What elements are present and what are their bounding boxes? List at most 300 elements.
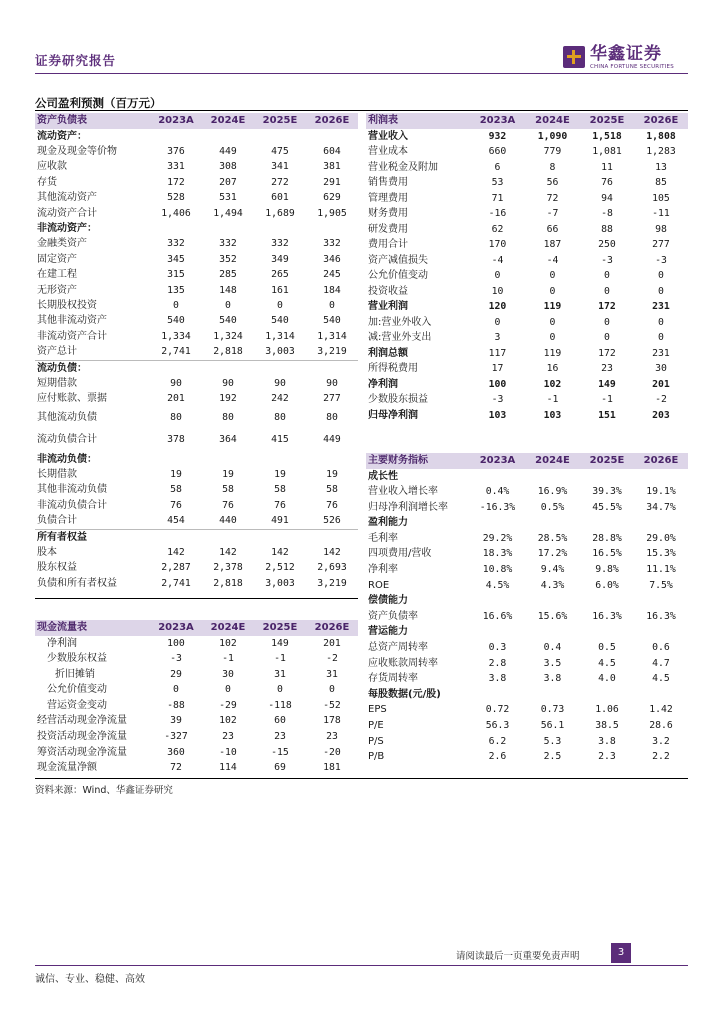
table-row — [35, 175, 358, 190]
row-label: 资产减值损失 — [368, 254, 428, 266]
row-label: 无形资产 — [37, 284, 77, 296]
table-row — [35, 513, 358, 529]
cell-value: 291 — [323, 176, 341, 188]
cell-value: 16.3% — [646, 610, 676, 622]
cell-value: 381 — [323, 161, 341, 173]
income-statement-table — [366, 113, 688, 423]
cell-value: 331 — [167, 161, 185, 173]
cell-value: 142 — [323, 547, 341, 559]
cell-value: 1,314 — [265, 330, 295, 342]
row-label: 公允价值变动 — [368, 270, 428, 281]
row-label: 营业成本 — [368, 146, 408, 157]
row-label: 费用合计 — [368, 239, 408, 250]
row-label: P/S — [368, 735, 384, 747]
cell-value: 17.2% — [537, 548, 568, 560]
table-row — [35, 713, 358, 729]
cell-value — [306, 221, 358, 236]
table-header-row — [35, 620, 358, 636]
cell-value — [150, 452, 202, 467]
cell-value: 360 — [167, 746, 185, 758]
footer-divider — [35, 965, 688, 966]
table-row — [366, 268, 688, 284]
cell-value — [580, 469, 634, 485]
cell-value: 3.2 — [652, 735, 670, 747]
row-label: 销售费用 — [368, 177, 408, 188]
cell-value: 0 — [173, 684, 179, 696]
table-row — [366, 330, 688, 346]
cell-value: -88 — [167, 699, 185, 711]
cell-value: 364 — [219, 434, 237, 446]
cell-value: 332 — [219, 238, 237, 250]
cell-value: 76 — [170, 499, 182, 511]
cell-value — [202, 529, 254, 545]
cell-value: 0 — [173, 299, 179, 311]
cell-value — [470, 624, 525, 640]
disclaimer-note: 请阅读最后一页重要免责声明 — [456, 951, 580, 962]
row-label: 加:营业外收入 — [368, 316, 432, 328]
cell-value: -327 — [164, 731, 188, 743]
cell-value: 94 — [601, 192, 613, 204]
cell-value — [306, 360, 358, 376]
cell-value: 231 — [652, 301, 670, 312]
cell-value: -118 — [268, 699, 292, 711]
table-row — [366, 129, 688, 145]
cell-value: 0 — [549, 332, 556, 343]
table-row — [366, 702, 688, 718]
row-label: EPS — [368, 704, 387, 716]
cell-value: 30 — [222, 668, 234, 680]
cell-value: 142 — [219, 547, 237, 559]
cell-value: 29 — [170, 668, 182, 680]
cell-value: 90 — [274, 378, 286, 389]
row-label: ROE — [368, 579, 390, 591]
table-row — [366, 408, 688, 424]
cell-value: 178 — [323, 715, 341, 727]
cell-value: 102 — [219, 637, 237, 649]
table-row — [366, 749, 688, 765]
cell-value: 3,219 — [306, 344, 358, 360]
cell-value: 56 — [546, 177, 559, 188]
cell-value: 1,494 — [213, 207, 243, 219]
cell-value: 172 — [598, 301, 616, 312]
row-label: 其他流动资产 — [37, 192, 97, 204]
cell-value: 1,314 — [317, 330, 347, 342]
cell-value: 135 — [167, 284, 185, 296]
balance-sheet-bottom-rule — [35, 598, 358, 599]
cell-value: 415 — [271, 434, 289, 446]
title-divider — [35, 110, 688, 111]
row-label: 营业税金及附加 — [368, 161, 438, 173]
row-label: 长期股权投资 — [37, 299, 97, 311]
cell-value: 378 — [167, 434, 185, 446]
cell-value: 102 — [543, 378, 562, 390]
cell-value: 201 — [167, 393, 185, 405]
cell-value: 13 — [655, 161, 667, 173]
cell-value: 449 — [323, 434, 341, 446]
cell-value: 76 — [274, 499, 286, 511]
cell-value: 71 — [491, 192, 504, 204]
cell-value: 16.3% — [592, 610, 622, 622]
cell-value: 2,741 — [161, 577, 191, 589]
row-label: 营业收入 — [368, 130, 408, 142]
cell-value: 315 — [167, 269, 185, 281]
table-row — [366, 377, 688, 393]
cell-value: 11.1% — [646, 564, 676, 576]
table-header-row — [366, 453, 688, 469]
row-label: 应付账款、票据 — [37, 393, 107, 405]
table-row — [366, 734, 688, 750]
cell-value: 10 — [491, 285, 504, 297]
cell-value: 39 — [170, 715, 182, 727]
cell-value: 449 — [219, 145, 237, 157]
column-header: 2023A — [150, 113, 202, 129]
cell-value: 192 — [219, 393, 237, 405]
table-row — [35, 407, 358, 429]
cash-flow-table — [35, 620, 358, 776]
cell-value: 203 — [652, 409, 670, 421]
row-label: 毛利率 — [368, 532, 398, 544]
cell-value: 1,283 — [646, 146, 676, 157]
cell-value: 100 — [488, 378, 507, 390]
cell-value: 0.72 — [485, 704, 510, 716]
cell-value: 475 — [271, 145, 289, 157]
cell-value: -11 — [652, 208, 670, 219]
cell-value: 604 — [323, 145, 341, 157]
row-label: 成长性 — [368, 470, 398, 482]
cell-value: 11 — [601, 161, 613, 173]
cell-value: 2,378 — [213, 562, 243, 574]
cell-value: 88 — [601, 223, 613, 235]
cell-value: 0 — [604, 332, 610, 343]
cell-value: 332 — [271, 238, 289, 250]
cell-value: 7.5% — [649, 579, 673, 591]
company-logo — [563, 44, 674, 71]
cell-value: 172 — [167, 176, 185, 188]
row-label: 筹资活动现金净流量 — [37, 746, 127, 758]
table-title: 主要财务指标 — [366, 453, 470, 469]
balance-sheet-table — [35, 113, 358, 591]
cell-value: -1 — [546, 394, 559, 405]
table-row — [366, 656, 688, 672]
cell-value: 4.7 — [652, 657, 670, 669]
table-title: 利润表 — [366, 113, 470, 129]
cell-value — [525, 593, 580, 609]
cell-value: 23 — [601, 363, 613, 374]
row-label: 流动资产合计 — [37, 207, 97, 219]
column-header: 2026E — [306, 620, 358, 636]
row-label: 每股数据(元/股) — [368, 688, 441, 700]
cell-value: -3 — [655, 254, 667, 266]
cell-value: 0.4% — [485, 486, 510, 498]
cell-value: 0 — [549, 285, 556, 297]
cell-value: 80 — [222, 411, 234, 423]
cell-value: 119 — [543, 301, 562, 312]
table-row — [35, 221, 358, 236]
cell-value: 66 — [546, 223, 559, 235]
cell-value: 53 — [491, 177, 504, 188]
cell-value — [150, 221, 202, 236]
table-row — [35, 529, 358, 545]
cell-value: 142 — [271, 547, 289, 559]
row-label: 净利润 — [368, 378, 398, 390]
table-row — [366, 191, 688, 207]
row-label: 在建工程 — [37, 269, 77, 281]
table-row — [366, 175, 688, 191]
cell-value: 0 — [658, 332, 664, 343]
report-type-label: 证券研究报告 — [35, 53, 117, 68]
cell-value: 142 — [167, 547, 185, 559]
row-label: 四项费用/营收 — [368, 548, 432, 560]
table-row — [35, 682, 358, 698]
cell-value: -8 — [601, 208, 613, 219]
cell-value: -4 — [491, 254, 504, 266]
cell-value: 2,818 — [213, 577, 243, 589]
cell-value — [470, 593, 525, 609]
table-row — [366, 160, 688, 176]
cell-value: -3 — [491, 394, 504, 405]
cell-value: 0 — [549, 270, 556, 281]
cell-value: 28.8% — [592, 532, 622, 544]
row-label: 净利润 — [47, 637, 77, 649]
cell-value: 0.5% — [540, 501, 565, 513]
cell-value: 3.8 — [488, 673, 507, 685]
cell-value: 332 — [167, 238, 185, 250]
row-label: 利润总额 — [368, 347, 408, 359]
cell-value: 440 — [202, 513, 254, 529]
cell-value: 201 — [652, 378, 670, 390]
cell-value: 3,003 — [265, 577, 295, 589]
table-row — [366, 253, 688, 269]
cell-value: 23 — [222, 731, 234, 743]
row-label: 长期借款 — [37, 469, 77, 481]
cell-value — [150, 360, 202, 376]
table-row — [35, 560, 358, 575]
cell-value: 1,406 — [161, 207, 191, 219]
cell-value: 250 — [598, 239, 616, 250]
logo-name: 华鑫证券 — [590, 44, 662, 64]
cell-value: 540 — [219, 315, 237, 327]
cell-value: 161 — [271, 284, 289, 296]
cell-value: 34.7% — [646, 501, 676, 513]
cell-value: 0.5 — [598, 642, 616, 654]
column-header: 2025E — [254, 113, 306, 129]
table-row — [35, 576, 358, 591]
cell-value: -2 — [326, 653, 338, 665]
cell-value: 0 — [658, 285, 664, 297]
logo-english-name: CHINA FORTUNE SECURITIES — [590, 64, 674, 70]
table-row — [366, 593, 688, 609]
row-label: 股本 — [37, 547, 57, 559]
cell-value: 5.3 — [543, 735, 562, 747]
cell-value: 346 — [323, 253, 341, 265]
cell-value: 16.9% — [537, 486, 568, 498]
logo-icon — [563, 46, 585, 68]
cell-value: 629 — [323, 192, 341, 204]
table-row — [366, 392, 688, 408]
row-label: 净利率 — [368, 564, 398, 576]
table-row — [35, 667, 358, 683]
cell-value — [525, 687, 580, 703]
cell-value: 149 — [598, 378, 616, 390]
cell-value: -16 — [488, 208, 507, 219]
table-row — [35, 190, 358, 205]
row-label: 应收款 — [37, 161, 67, 173]
cell-value — [525, 515, 580, 531]
cell-value: 23 — [326, 731, 338, 743]
row-label: 投资活动现金净流量 — [37, 731, 127, 743]
cell-value: 3,003 — [254, 344, 306, 360]
cell-value: 308 — [219, 161, 237, 173]
column-header: 2023A — [150, 620, 202, 636]
cell-value: 0 — [225, 684, 231, 696]
cell-value: 245 — [323, 269, 341, 281]
table-row — [366, 206, 688, 222]
cell-value: 285 — [219, 269, 237, 281]
table-row — [35, 467, 358, 482]
cell-value: 18.3% — [482, 548, 513, 560]
row-label: 少数股东损益 — [368, 394, 428, 405]
cell-value — [525, 624, 580, 640]
column-header: 2026E — [634, 453, 688, 469]
table-row — [35, 344, 358, 360]
cell-value: 242 — [271, 393, 289, 405]
column-header: 2023A — [470, 113, 525, 129]
table-row — [35, 360, 358, 376]
cell-value: 16.6% — [482, 610, 513, 622]
cell-value: 58 — [274, 484, 286, 496]
row-label: 管理费用 — [368, 192, 408, 204]
cell-value: -15 — [271, 746, 289, 758]
table-row — [366, 562, 688, 578]
row-label: 存货 — [37, 176, 57, 188]
cell-value: 0 — [277, 684, 283, 696]
cell-value: 1,905 — [317, 207, 347, 219]
cell-value: 76 — [326, 499, 338, 511]
row-label: 流动负债合计 — [37, 434, 97, 446]
cell-value: 1.42 — [649, 704, 673, 716]
cell-value: 6 — [494, 161, 501, 173]
cell-value: 1,324 — [213, 330, 243, 342]
cell-value: 4.3% — [540, 579, 565, 591]
cell-value: 1,090 — [537, 130, 568, 142]
table-row — [366, 546, 688, 562]
cell-value: 4.5 — [652, 673, 670, 685]
cell-value: 0.3 — [488, 642, 507, 654]
table-row — [366, 237, 688, 253]
cell-value: -1 — [274, 653, 286, 665]
cell-value — [254, 452, 306, 467]
column-header: 2024E — [525, 453, 580, 469]
cell-value — [150, 529, 202, 545]
table-row — [366, 640, 688, 656]
cell-value: 4.5% — [485, 579, 510, 591]
cell-value: 6.0% — [595, 579, 619, 591]
cell-value: 80 — [274, 411, 286, 423]
row-label: 现金流量净额 — [37, 762, 97, 774]
table-row — [366, 531, 688, 547]
cell-value — [470, 515, 525, 531]
cell-value: 187 — [543, 239, 562, 250]
table-row — [366, 484, 688, 500]
cell-value: 72 — [170, 762, 182, 774]
row-label: 存货周转率 — [368, 673, 418, 685]
cell-value — [202, 360, 254, 376]
page-title: 公司盈利预测（百万元） — [35, 96, 162, 110]
cell-value: 201 — [323, 637, 341, 649]
cell-value — [202, 221, 254, 236]
row-label: 折旧摊销 — [55, 668, 95, 680]
cell-value: -10 — [219, 746, 237, 758]
table-row — [35, 206, 358, 221]
cell-value: 332 — [323, 238, 341, 250]
row-label: 盈利能力 — [368, 517, 408, 529]
cell-value: 90 — [170, 378, 182, 389]
row-label: 短期借款 — [37, 378, 77, 389]
cell-value: 98 — [655, 223, 667, 235]
cell-value: 2,693 — [317, 562, 347, 574]
cell-value: 540 — [323, 315, 341, 327]
table-row — [366, 687, 688, 703]
table-row — [366, 624, 688, 640]
cell-value: 0 — [604, 270, 610, 281]
table-title: 现金流量表 — [35, 620, 150, 636]
cell-value: 90 — [222, 378, 234, 389]
cell-value: 16.5% — [592, 548, 622, 560]
row-label: 固定资产 — [37, 253, 77, 265]
cell-value: 0 — [225, 299, 231, 311]
cell-value: 3.8 — [598, 735, 616, 747]
cell-value — [470, 687, 525, 703]
cell-value: 272 — [271, 176, 289, 188]
row-label: 应收账款周转率 — [368, 657, 438, 669]
table-header-row — [366, 113, 688, 129]
company-motto: 诚信、专业、稳健、高效 — [35, 974, 145, 985]
cell-value: -3 — [601, 254, 613, 266]
key-metrics-table — [366, 453, 688, 765]
table-row — [366, 671, 688, 687]
row-label: 所有者权益 — [37, 531, 87, 543]
cell-value — [580, 515, 634, 531]
row-label: 所得税费用 — [368, 363, 418, 374]
cell-value: 2.3 — [598, 751, 616, 763]
cell-value: 181 — [323, 762, 341, 774]
table-row — [35, 236, 358, 251]
table-header-row — [35, 113, 358, 129]
cell-value: 102 — [219, 715, 237, 727]
row-label: 其他非流动负债 — [37, 484, 107, 496]
cell-value: 31 — [274, 668, 286, 680]
cell-value: 2.8 — [488, 657, 507, 669]
cell-value: 62 — [491, 223, 504, 235]
cell-value: 76 — [601, 177, 613, 188]
row-label: 营运资金变动 — [47, 699, 107, 711]
table-row — [35, 636, 358, 652]
cell-value: 80 — [326, 411, 338, 423]
cell-value: 90 — [326, 378, 338, 389]
cell-value: 149 — [271, 637, 289, 649]
cell-value: 526 — [306, 513, 358, 529]
table-row — [35, 144, 358, 159]
row-label: 股东权益 — [37, 562, 77, 574]
cell-value — [202, 452, 254, 467]
cell-value: 4.0 — [598, 673, 616, 685]
cell-value: 29.0% — [646, 532, 676, 544]
table-row — [35, 376, 358, 391]
cell-value: 2,287 — [161, 562, 191, 574]
page-bottom-rule — [35, 778, 688, 779]
cell-value: 58 — [170, 484, 182, 496]
cell-value: 72 — [546, 192, 559, 204]
